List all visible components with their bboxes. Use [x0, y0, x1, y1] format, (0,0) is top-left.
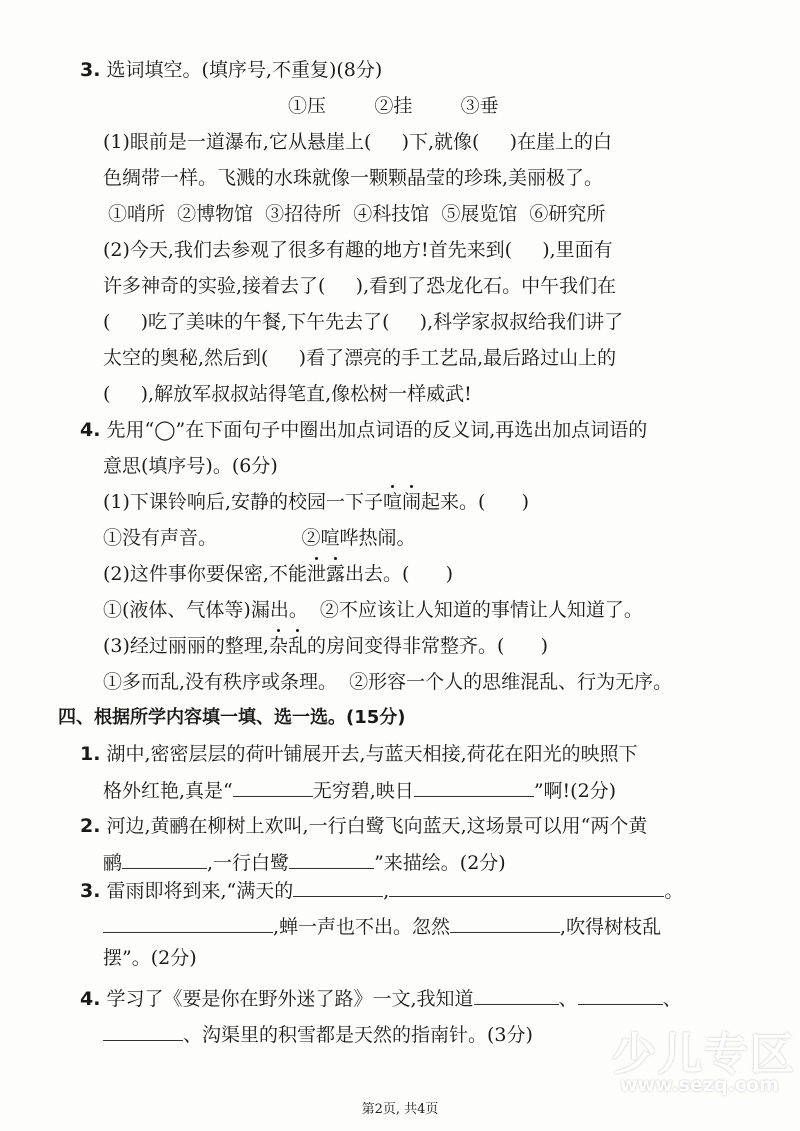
s4-q1-blank-1[interactable]	[233, 778, 313, 797]
q3-title: 选词填空。(填序号,不重复)(8分)	[106, 59, 383, 81]
s4-q3-number: 3.	[80, 880, 101, 902]
s4-q3-text-d: ,蝉一声也不出。忽然	[273, 916, 451, 938]
s4-q3-blank-3[interactable]	[103, 914, 273, 933]
s4-q1-text: 湖中,密密层层的荷叶铺展开去,与蓝天相接,荷花在阳光的映照下	[106, 743, 638, 765]
q4-s1-answer-blank[interactable]: 起来。( )	[421, 491, 530, 513]
s4-q2-line1	[80, 814, 647, 838]
s4-q3-text-b: ,	[383, 880, 390, 902]
s4-q1-line2	[103, 778, 616, 803]
page-footer: 第2页, 共4页	[361, 1102, 439, 1117]
s4-q3-text-a: 雷雨即将到来,“满天的	[106, 880, 294, 902]
s4-q4-text-a: 学习了《要是你在野外迷了路》一文,我知道	[106, 988, 474, 1010]
s4-q2-text-a: 鹂	[103, 852, 123, 874]
s4-q4-blank-2[interactable]	[578, 986, 663, 1005]
q4-s2-text: (2)这件事你要保密,不能	[103, 563, 307, 585]
s4-q3-blank-4[interactable]	[450, 914, 560, 933]
s4-q3-line3: 摆”。(2分)	[103, 947, 197, 969]
q3-number: 3.	[80, 59, 101, 81]
s4-q4-blank-1[interactable]	[474, 986, 559, 1005]
s4-q4-blank-3[interactable]	[103, 1022, 183, 1041]
s4-q4-text-d: 、沟渠里的积雪都是天然的指南针。(3分)	[183, 1024, 533, 1046]
q4-sentence-2	[103, 562, 453, 586]
q3-options-1: ①压 ②挂 ③垂	[288, 95, 499, 117]
q3-p2-line2: 许多神奇的实验,接着去了( ),看到了恐龙化石。中午我们在	[103, 275, 617, 297]
s4-q2-text: 河边,黄鹂在柳树上欢叫,一行白鹭飞向蓝天,这场景可以用“两个黄	[106, 815, 648, 837]
q4-sentence-1	[103, 490, 529, 514]
s4-q4-line1	[80, 986, 682, 1011]
s4-q4-number: 4.	[80, 988, 101, 1010]
q4-title-line2: 意思(填序号)。(6分)	[103, 455, 278, 477]
q3-p2-line5: ( ),解放军叔叔站得笔直,像松树一样威武!	[103, 383, 472, 405]
q4-s2-dotted-char: 泄	[306, 563, 326, 585]
s4-q1-text-a: 格外红艳,真是“	[103, 780, 233, 802]
s4-q2-number: 2.	[80, 815, 101, 837]
s4-q3-blank-1[interactable]	[293, 878, 383, 897]
q4-s1-dotted-char: 闹	[401, 491, 421, 513]
q4-number: 4.	[80, 419, 101, 441]
s4-q3-line1	[80, 878, 683, 903]
q4-s2-answer-blank[interactable]: 出去。( )	[345, 563, 454, 585]
s4-q2-blank-1[interactable]	[122, 850, 207, 869]
q4-header	[80, 418, 647, 442]
q4-s2-dotted-char: 露	[325, 563, 345, 585]
s4-q3-text-c: 。	[664, 880, 684, 902]
q4-sentence-3	[103, 634, 548, 658]
q3-p1-line1: (1)眼前是一道瀑布,它从悬崖上( )下,就像( )在崖上的白	[103, 131, 613, 153]
q4-s3-text: (3)经过丽丽的整理,	[103, 635, 269, 657]
s4-q1-text-c: ”啊!(2分)	[533, 780, 617, 802]
s4-q4-line2	[103, 1022, 533, 1047]
watermark-url: www.sezq.com	[620, 1074, 779, 1096]
q4-title-line1: 先用“◯”在下面句子中圈出加点词语的反义词,再选出加点词语的	[106, 419, 648, 441]
s4-q4-text-b: 、	[558, 988, 578, 1010]
q4-s1-dotted-char: 喧	[382, 491, 402, 513]
q4-s2-options: ①(液体、气体等)漏出。 ②不应该让人知道的事情让人知道了。	[103, 599, 643, 621]
s4-q1-blank-2[interactable]	[414, 778, 534, 797]
q4-s3-options: ①多而乱,没有秩序或条理。 ②形容一个人的思维混乱、行为无序。	[103, 671, 673, 693]
s4-q4-text-c: 、	[662, 988, 682, 1010]
section4-title: 四、根据所学内容填一填、选一选。(15分)	[58, 707, 406, 728]
s4-q3-blank-2[interactable]	[389, 878, 664, 897]
s4-q2-text-b: ,一行白鹭	[207, 852, 290, 874]
q3-p2-line4: 太空的奥秘,然后到( )看了漂亮的手工艺品,最后路过山上的	[103, 347, 617, 369]
q4-s1-options: ①没有声音。 ②喧哗热闹。	[103, 527, 416, 549]
q3-p2-line3: ( )吃了美味的午餐,下午先去了( ),科学家叔叔给我们讲了	[103, 311, 624, 333]
s4-q3-line2	[103, 914, 661, 939]
q3-header	[80, 58, 382, 82]
q4-s1-text: (1)下课铃响后,安静的校园一下子	[103, 491, 383, 513]
s4-q1-text-b: 无穷碧,映日	[312, 780, 414, 802]
q4-s3-dotted-char: 杂	[268, 635, 288, 657]
s4-q1-number: 1.	[80, 743, 101, 765]
watermark-logo-text: 少儿专区	[612, 1029, 796, 1080]
q3-p1-line2: 色绸带一样。飞溅的水珠就像一颗颗晶莹的珍珠,美丽极了。	[103, 167, 604, 189]
s4-q2-text-c: ”来描绘。(2分)	[374, 852, 506, 874]
s4-q1-line1	[80, 742, 638, 766]
q3-p2-line1: (2)今天,我们去参观了很多有趣的地方!首先来到( ),里面有	[103, 239, 613, 261]
s4-q3-text-e: ,吹得树枝乱	[560, 916, 662, 938]
s4-q2-blank-2[interactable]	[289, 850, 374, 869]
s4-q2-line2	[103, 850, 506, 875]
q4-s3-answer-blank[interactable]: 的房间变得非常整齐。( )	[307, 635, 549, 657]
q4-s3-dotted-char: 乱	[287, 635, 307, 657]
q3-options-2: ①哨所 ②博物馆 ③招待所 ④科技馆 ⑤展览馆 ⑥研究所	[108, 203, 606, 225]
